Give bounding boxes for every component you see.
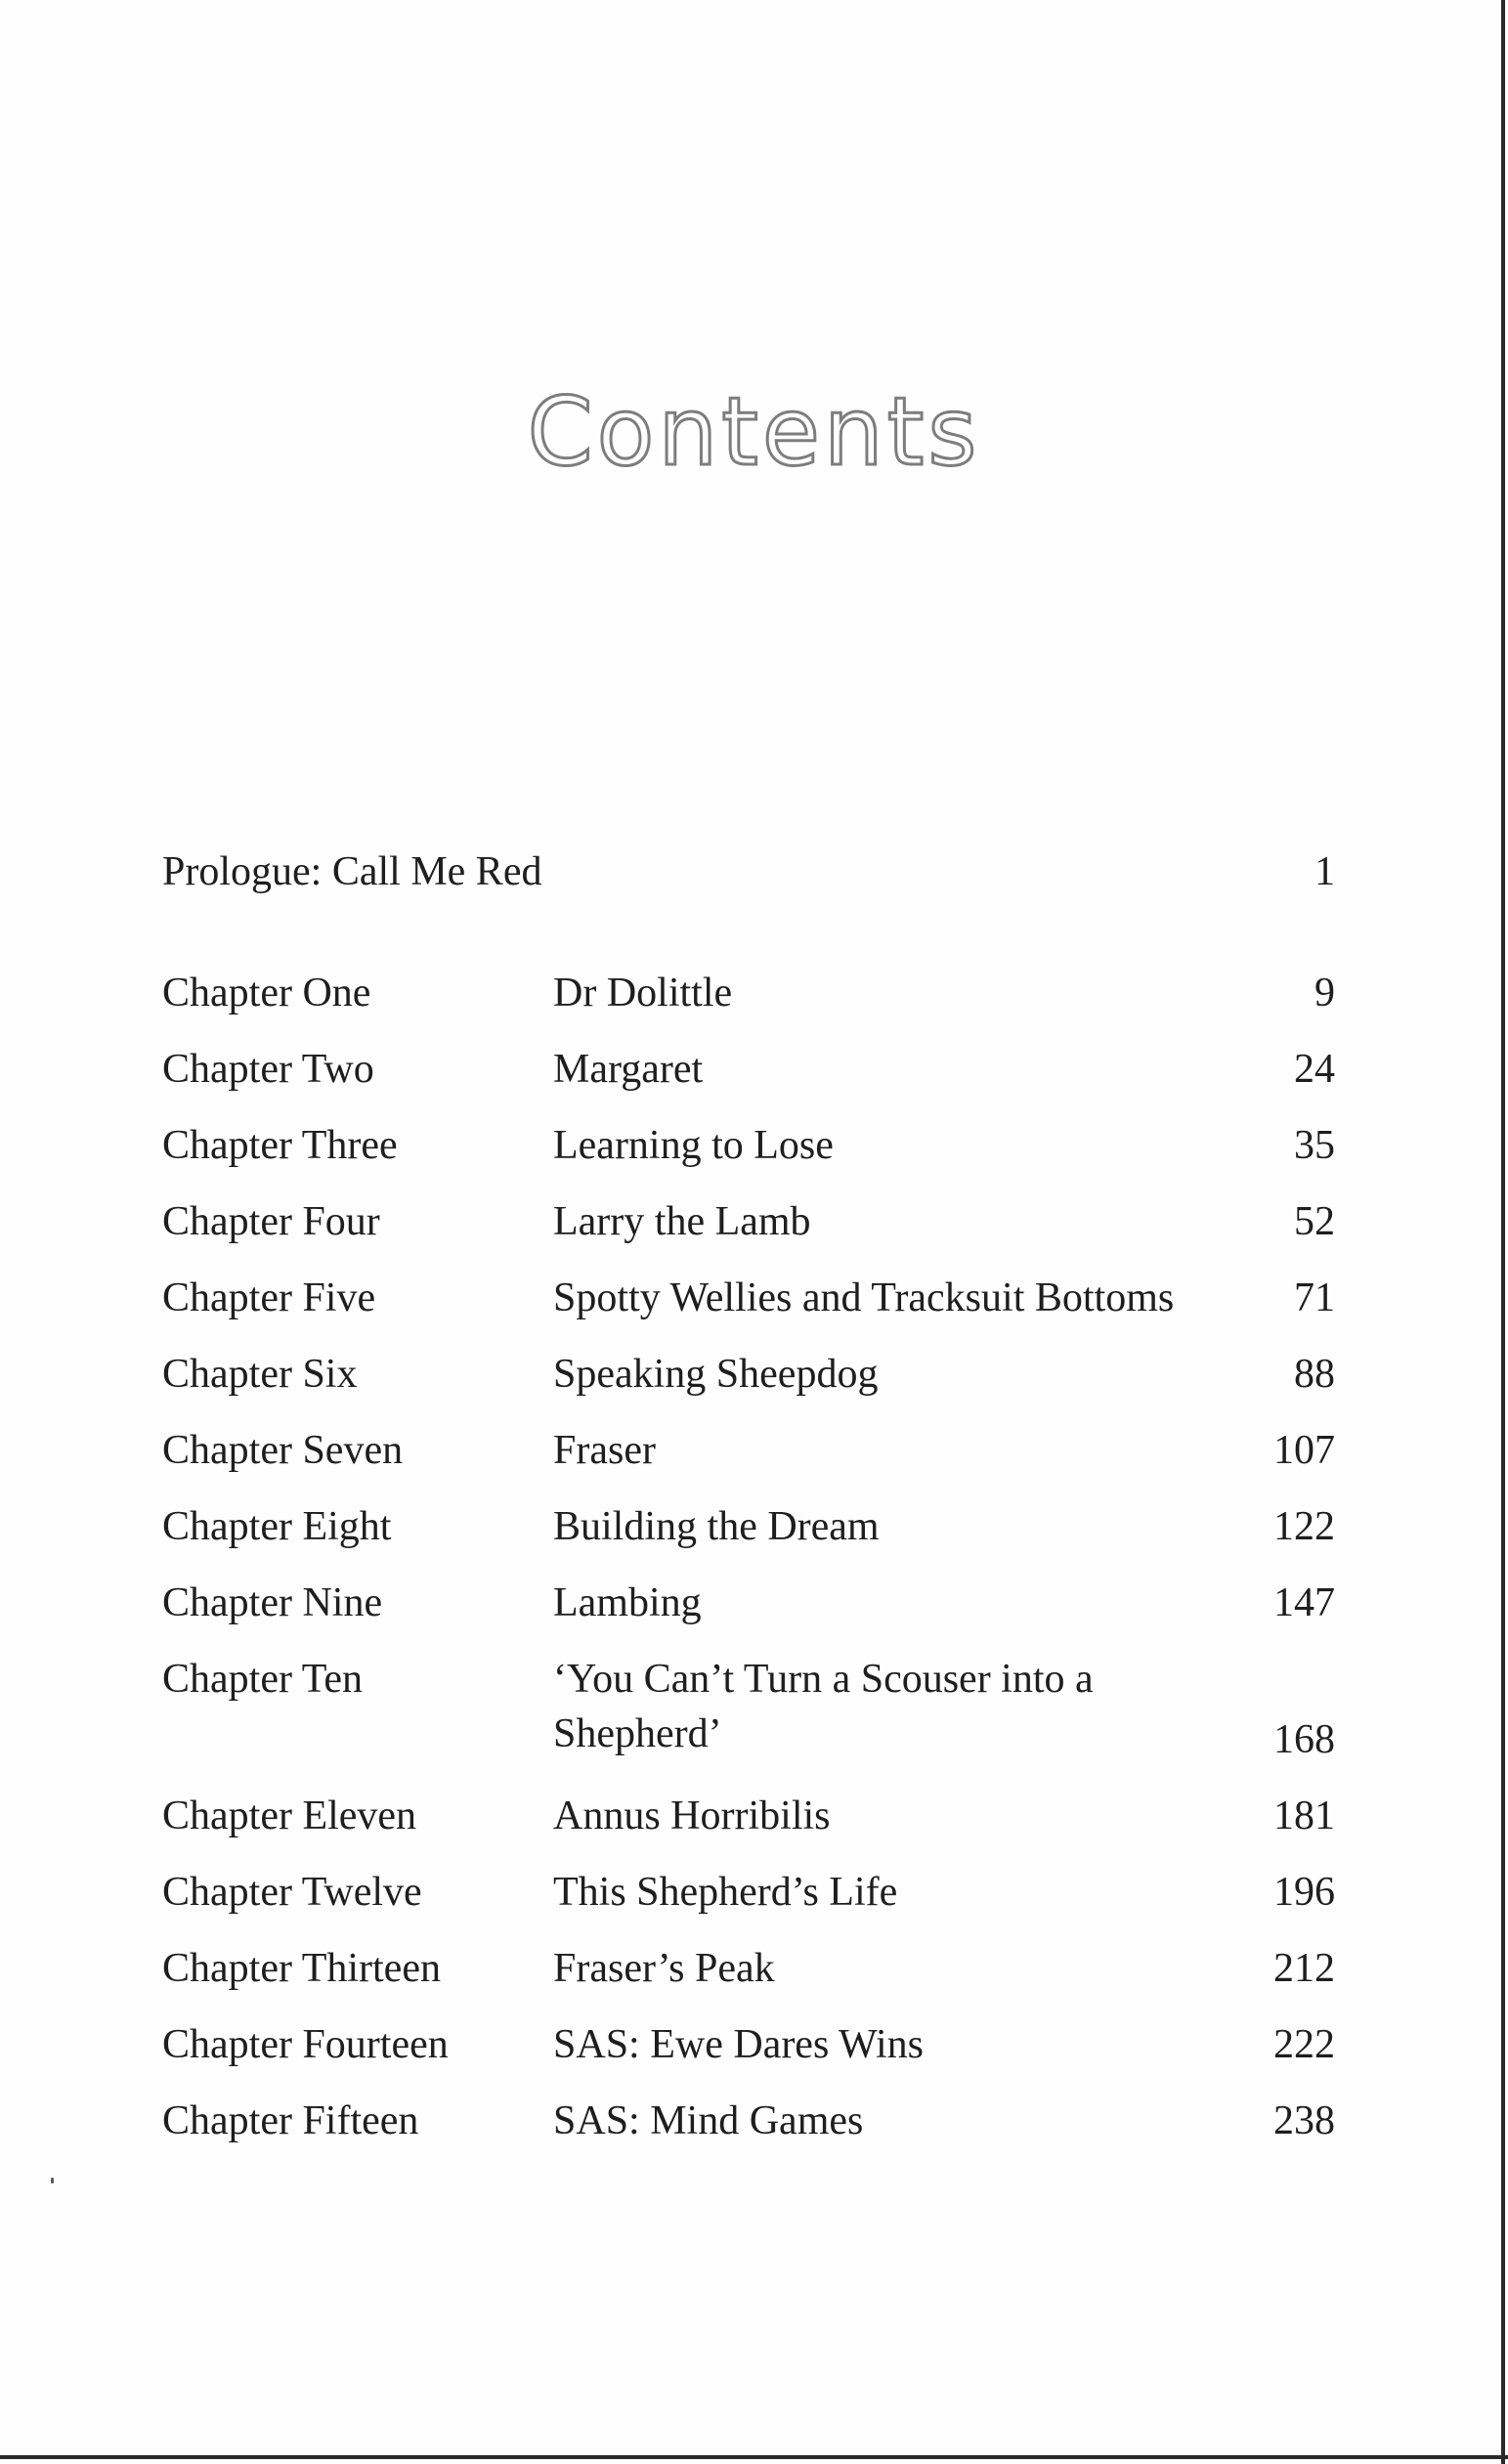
chapter-title: Larry the Lamb <box>553 1199 811 1244</box>
chapter-title: Building the Dream <box>553 1504 880 1549</box>
toc-row-chapter-thirteen <box>162 1941 1335 2017</box>
chapter-page-number: 52 <box>1294 1199 1335 1244</box>
chapter-page-number: 9 <box>1314 971 1335 1016</box>
chapter-title: Fraser <box>553 1428 656 1473</box>
chapter-title: SAS: Mind Games <box>553 2098 864 2143</box>
toc-row-chapter-fourteen <box>162 2017 1335 2094</box>
chapter-label: Chapter Twelve <box>162 1870 422 1915</box>
toc-row-chapter-fifteen <box>162 2094 1335 2170</box>
scan-speck <box>51 2178 54 2183</box>
chapter-label: Chapter Thirteen <box>162 1946 441 1991</box>
prologue-title: Prologue: Call Me Red <box>162 849 542 894</box>
toc-row-chapter-three <box>162 1118 1335 1194</box>
chapter-label: Chapter Eight <box>162 1504 392 1549</box>
toc-row-chapter-twelve <box>162 1865 1335 1941</box>
chapter-title: Speaking Sheepdog <box>553 1352 879 1397</box>
prologue-entry <box>162 843 1335 901</box>
scan-edge-right <box>1501 0 1505 2464</box>
prologue-page-number: 1 <box>1314 849 1335 894</box>
chapter-page-number: 147 <box>1273 1580 1335 1625</box>
toc-row-chapter-nine <box>162 1576 1335 1652</box>
chapter-label: Chapter Two <box>162 1047 374 1092</box>
chapter-page-number: 238 <box>1273 2098 1335 2143</box>
toc-row-chapter-ten <box>162 1652 1335 1789</box>
toc-row-chapter-eight <box>162 1499 1335 1576</box>
toc-row-chapter-eleven <box>162 1789 1335 1865</box>
chapter-label: Chapter Five <box>162 1275 376 1320</box>
toc-row-chapter-two <box>162 1042 1335 1118</box>
chapter-title: Margaret <box>553 1047 704 1092</box>
chapter-page-number: 222 <box>1273 2022 1335 2067</box>
chapter-label: Chapter One <box>162 971 371 1016</box>
chapter-label: Chapter Four <box>162 1199 380 1244</box>
chapter-title: Lambing <box>553 1580 702 1625</box>
scan-edge-bottom <box>0 2455 1508 2459</box>
chapter-label: Chapter Fourteen <box>162 2022 449 2067</box>
chapter-page-number: 71 <box>1294 1275 1335 1320</box>
chapter-page-number: 168 <box>1273 1717 1335 1762</box>
chapter-label: Chapter Ten <box>162 1657 364 1702</box>
table-of-contents <box>162 966 1335 2170</box>
chapter-label: Chapter Three <box>162 1123 398 1168</box>
chapter-page-number: 107 <box>1273 1428 1335 1473</box>
chapter-title: Spotty Wellies and Tracksuit Bottoms <box>553 1275 1175 1320</box>
toc-row-chapter-six <box>162 1347 1335 1423</box>
chapter-title: Learning to Lose <box>553 1123 834 1168</box>
chapter-label: Chapter Six <box>162 1352 358 1397</box>
chapter-page-number: 88 <box>1294 1352 1335 1397</box>
chapter-page-number: 212 <box>1273 1946 1335 1991</box>
chapter-page-number: 122 <box>1273 1504 1335 1549</box>
chapter-page-number: 181 <box>1273 1794 1335 1838</box>
chapter-title: Fraser’s Peak <box>553 1946 775 1991</box>
chapter-label: Chapter Fifteen <box>162 2098 419 2143</box>
chapter-title: SAS: Ewe Dares Wins <box>553 2022 925 2067</box>
toc-row-chapter-seven <box>162 1423 1335 1499</box>
toc-row-chapter-four <box>162 1194 1335 1271</box>
chapter-title: Dr Dolittle <box>553 971 733 1016</box>
chapter-label: Chapter Nine <box>162 1580 383 1625</box>
chapter-title: This Shepherd’s Life <box>553 1870 898 1915</box>
chapter-page-number: 24 <box>1294 1047 1335 1092</box>
toc-row-chapter-five <box>162 1271 1335 1347</box>
chapter-title: Annus Horribilis <box>553 1794 831 1838</box>
chapter-label: Chapter Seven <box>162 1428 404 1473</box>
page-title: Contents <box>527 377 981 488</box>
chapter-label: Chapter Eleven <box>162 1794 417 1838</box>
chapter-page-number: 35 <box>1294 1123 1335 1168</box>
chapter-title: ‘You Can’t Turn a Scouser into a Shepherd’ <box>553 1657 1094 1756</box>
toc-row-chapter-one <box>162 966 1335 1042</box>
chapter-page-number: 196 <box>1273 1870 1335 1915</box>
